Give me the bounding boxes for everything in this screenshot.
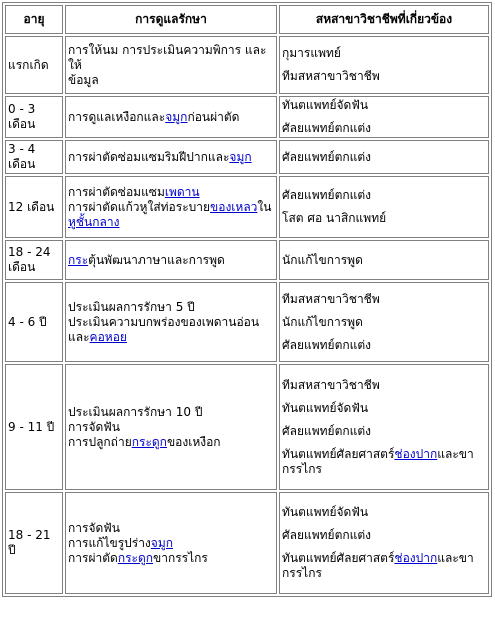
age-cell: 4 - 6 ปี (5, 282, 63, 362)
team-member: นักแก้ไขการพูด (282, 252, 363, 267)
care-line (68, 521, 274, 536)
term-link[interactable]: ช่องปาก (394, 446, 438, 461)
table-row (5, 364, 489, 490)
care-text: การปลูกถ่าย (68, 434, 132, 449)
line-gap (282, 439, 486, 447)
line-gap (282, 543, 486, 551)
age-cell: 9 - 11 ปี (5, 364, 63, 490)
line-gap (282, 330, 486, 338)
team-member (282, 551, 486, 581)
term-link[interactable]: คอหอย (89, 329, 127, 344)
care-line (68, 420, 274, 435)
care-line (68, 405, 274, 420)
team-member: ทีมสหสาขาวิชาชีพ (282, 377, 380, 392)
team-member: ศัลยแพทย์ตกแต่ง (282, 337, 372, 352)
table-row (5, 282, 489, 362)
team-member-text: ทันตแพทย์ศัลยศาสตร์ (282, 551, 395, 565)
team-member (282, 447, 486, 477)
care-line (68, 73, 274, 88)
care-timeline-table (2, 2, 492, 597)
care-line (68, 185, 274, 200)
line-gap (282, 113, 486, 121)
term-link[interactable]: หูชั้นกลาง (68, 214, 120, 229)
care-line (68, 215, 274, 230)
care-text: การให้นม การประเมินความพิการ และให้ (68, 42, 267, 72)
line-gap (282, 393, 486, 401)
care-text: ตุ้นพัฒนาภาษาและการพูด (88, 252, 225, 267)
care-cell (65, 364, 277, 490)
team-cell (279, 240, 489, 280)
team-member: ทันตแพทย์จัดฟัน (282, 98, 369, 112)
care-text: การจัดฟัน (68, 520, 120, 535)
care-text: ขากรรไกร (153, 550, 208, 565)
care-text: การจัดฟัน (68, 419, 120, 434)
line-gap (282, 416, 486, 424)
table-row (5, 240, 489, 280)
care-line (68, 315, 274, 330)
age-cell: 0 - 3 เดือน (5, 96, 63, 138)
care-text: การแก้ไขรูปร่าง (68, 535, 151, 550)
care-text: การผ่าตัดซ่อมแซมริมฝีปากและ (68, 149, 230, 164)
care-line (68, 253, 274, 268)
header-age: อายุ (5, 5, 63, 34)
team-member: ทันตแพทย์จัดฟัน (282, 400, 369, 415)
term-link[interactable]: จมูก (229, 149, 252, 164)
age-cell: 18 - 24 เดือน (5, 240, 63, 280)
header-team: สหสาขาวิชาชีพที่เกี่ยวข้อง (279, 5, 489, 34)
term-link[interactable]: เพดาน (164, 184, 200, 199)
line-gap (282, 203, 486, 211)
team-member: ศัลยแพทย์ตกแต่ง (282, 423, 372, 438)
age-cell: 3 - 4 เดือน (5, 140, 63, 174)
team-member: ทีมสหสาขาวิชาชีพ (282, 69, 380, 83)
care-line (68, 300, 274, 315)
team-member: ทีมสหสาขาวิชาชีพ (282, 291, 380, 306)
care-text: ใน (257, 199, 272, 214)
care-cell (65, 176, 277, 238)
age-cell: 18 - 21 ปี (5, 492, 63, 594)
age-cell: 12 เดือน (5, 176, 63, 238)
care-text: ประเมินผลการรักษา 10 ปี (68, 404, 203, 419)
table-row (5, 36, 489, 94)
team-member: ทันตแพทย์จัดฟัน (282, 505, 369, 519)
care-text: การผ่าตัดแก้วหูใส่ท่อระบาย (68, 199, 211, 214)
term-link[interactable]: ช่องปาก (394, 551, 438, 565)
line-gap (282, 307, 486, 315)
care-cell (65, 240, 277, 280)
team-member: กุมารแพทย์ (282, 46, 341, 60)
team-cell (279, 282, 489, 362)
care-text: ของเหงือก (166, 434, 221, 449)
care-text: และ (68, 329, 90, 344)
care-line (68, 551, 274, 566)
team-cell (279, 96, 489, 138)
team-member-text: และขากรรไกร (282, 551, 474, 580)
team-member-text: ทันตแพทย์ศัลยศาสตร์ (282, 446, 395, 461)
care-line (68, 330, 274, 345)
care-cell (65, 36, 277, 94)
care-text: ประเมินผลการรักษา 5 ปี (68, 299, 195, 314)
term-link[interactable]: ของเหลว (210, 199, 258, 214)
care-line (68, 150, 274, 165)
care-cell (65, 282, 277, 362)
header-care: การดูแลรักษา (65, 5, 277, 34)
care-cell (65, 96, 277, 138)
team-member: ศัลยแพทย์ตกแต่ง (282, 121, 372, 135)
line-gap (282, 61, 486, 69)
care-text: ประเมินความบกพร่องของเพดานอ่อน (68, 314, 260, 329)
term-link[interactable]: กระดูก (117, 550, 154, 565)
team-cell (279, 140, 489, 174)
care-line (68, 43, 274, 73)
care-text: ก่อนผ่าตัด (187, 109, 240, 124)
team-cell (279, 492, 489, 594)
care-text: การผ่าตัด (68, 550, 118, 565)
care-text: การผ่าตัดซ่อมแซม (68, 184, 165, 199)
term-link[interactable]: กระ (68, 252, 89, 267)
care-line (68, 536, 274, 551)
table-row (5, 140, 489, 174)
team-cell (279, 36, 489, 94)
term-link[interactable]: กระดูก (131, 434, 167, 449)
care-line (68, 110, 274, 125)
team-member: โสต ศอ นาสิกแพทย์ (282, 211, 387, 225)
term-link[interactable]: จมูก (150, 535, 174, 550)
line-gap (282, 520, 486, 528)
team-cell (279, 176, 489, 238)
care-line (68, 200, 274, 215)
team-member: ศัลยแพทย์ตกแต่ง (282, 149, 372, 164)
team-member: ศัลยแพทย์ตกแต่ง (282, 188, 372, 202)
term-link[interactable]: จมูก (165, 109, 188, 124)
table-row (5, 176, 489, 238)
team-member-text: และขากรรไกร (282, 446, 474, 476)
table-header-row (5, 5, 489, 34)
care-line (68, 435, 274, 450)
care-cell (65, 140, 277, 174)
table-row (5, 96, 489, 138)
team-member: นักแก้ไขการพูด (282, 314, 363, 329)
care-text: การดูแลเหงือกและ (68, 109, 166, 124)
table-body (5, 36, 489, 594)
care-text: ข้อมูล (68, 72, 99, 87)
table-row (5, 492, 489, 594)
age-cell: แรกเกิด (5, 36, 63, 94)
team-cell (279, 364, 489, 490)
team-member: ศัลยแพทย์ตกแต่ง (282, 528, 372, 542)
care-cell (65, 492, 277, 594)
